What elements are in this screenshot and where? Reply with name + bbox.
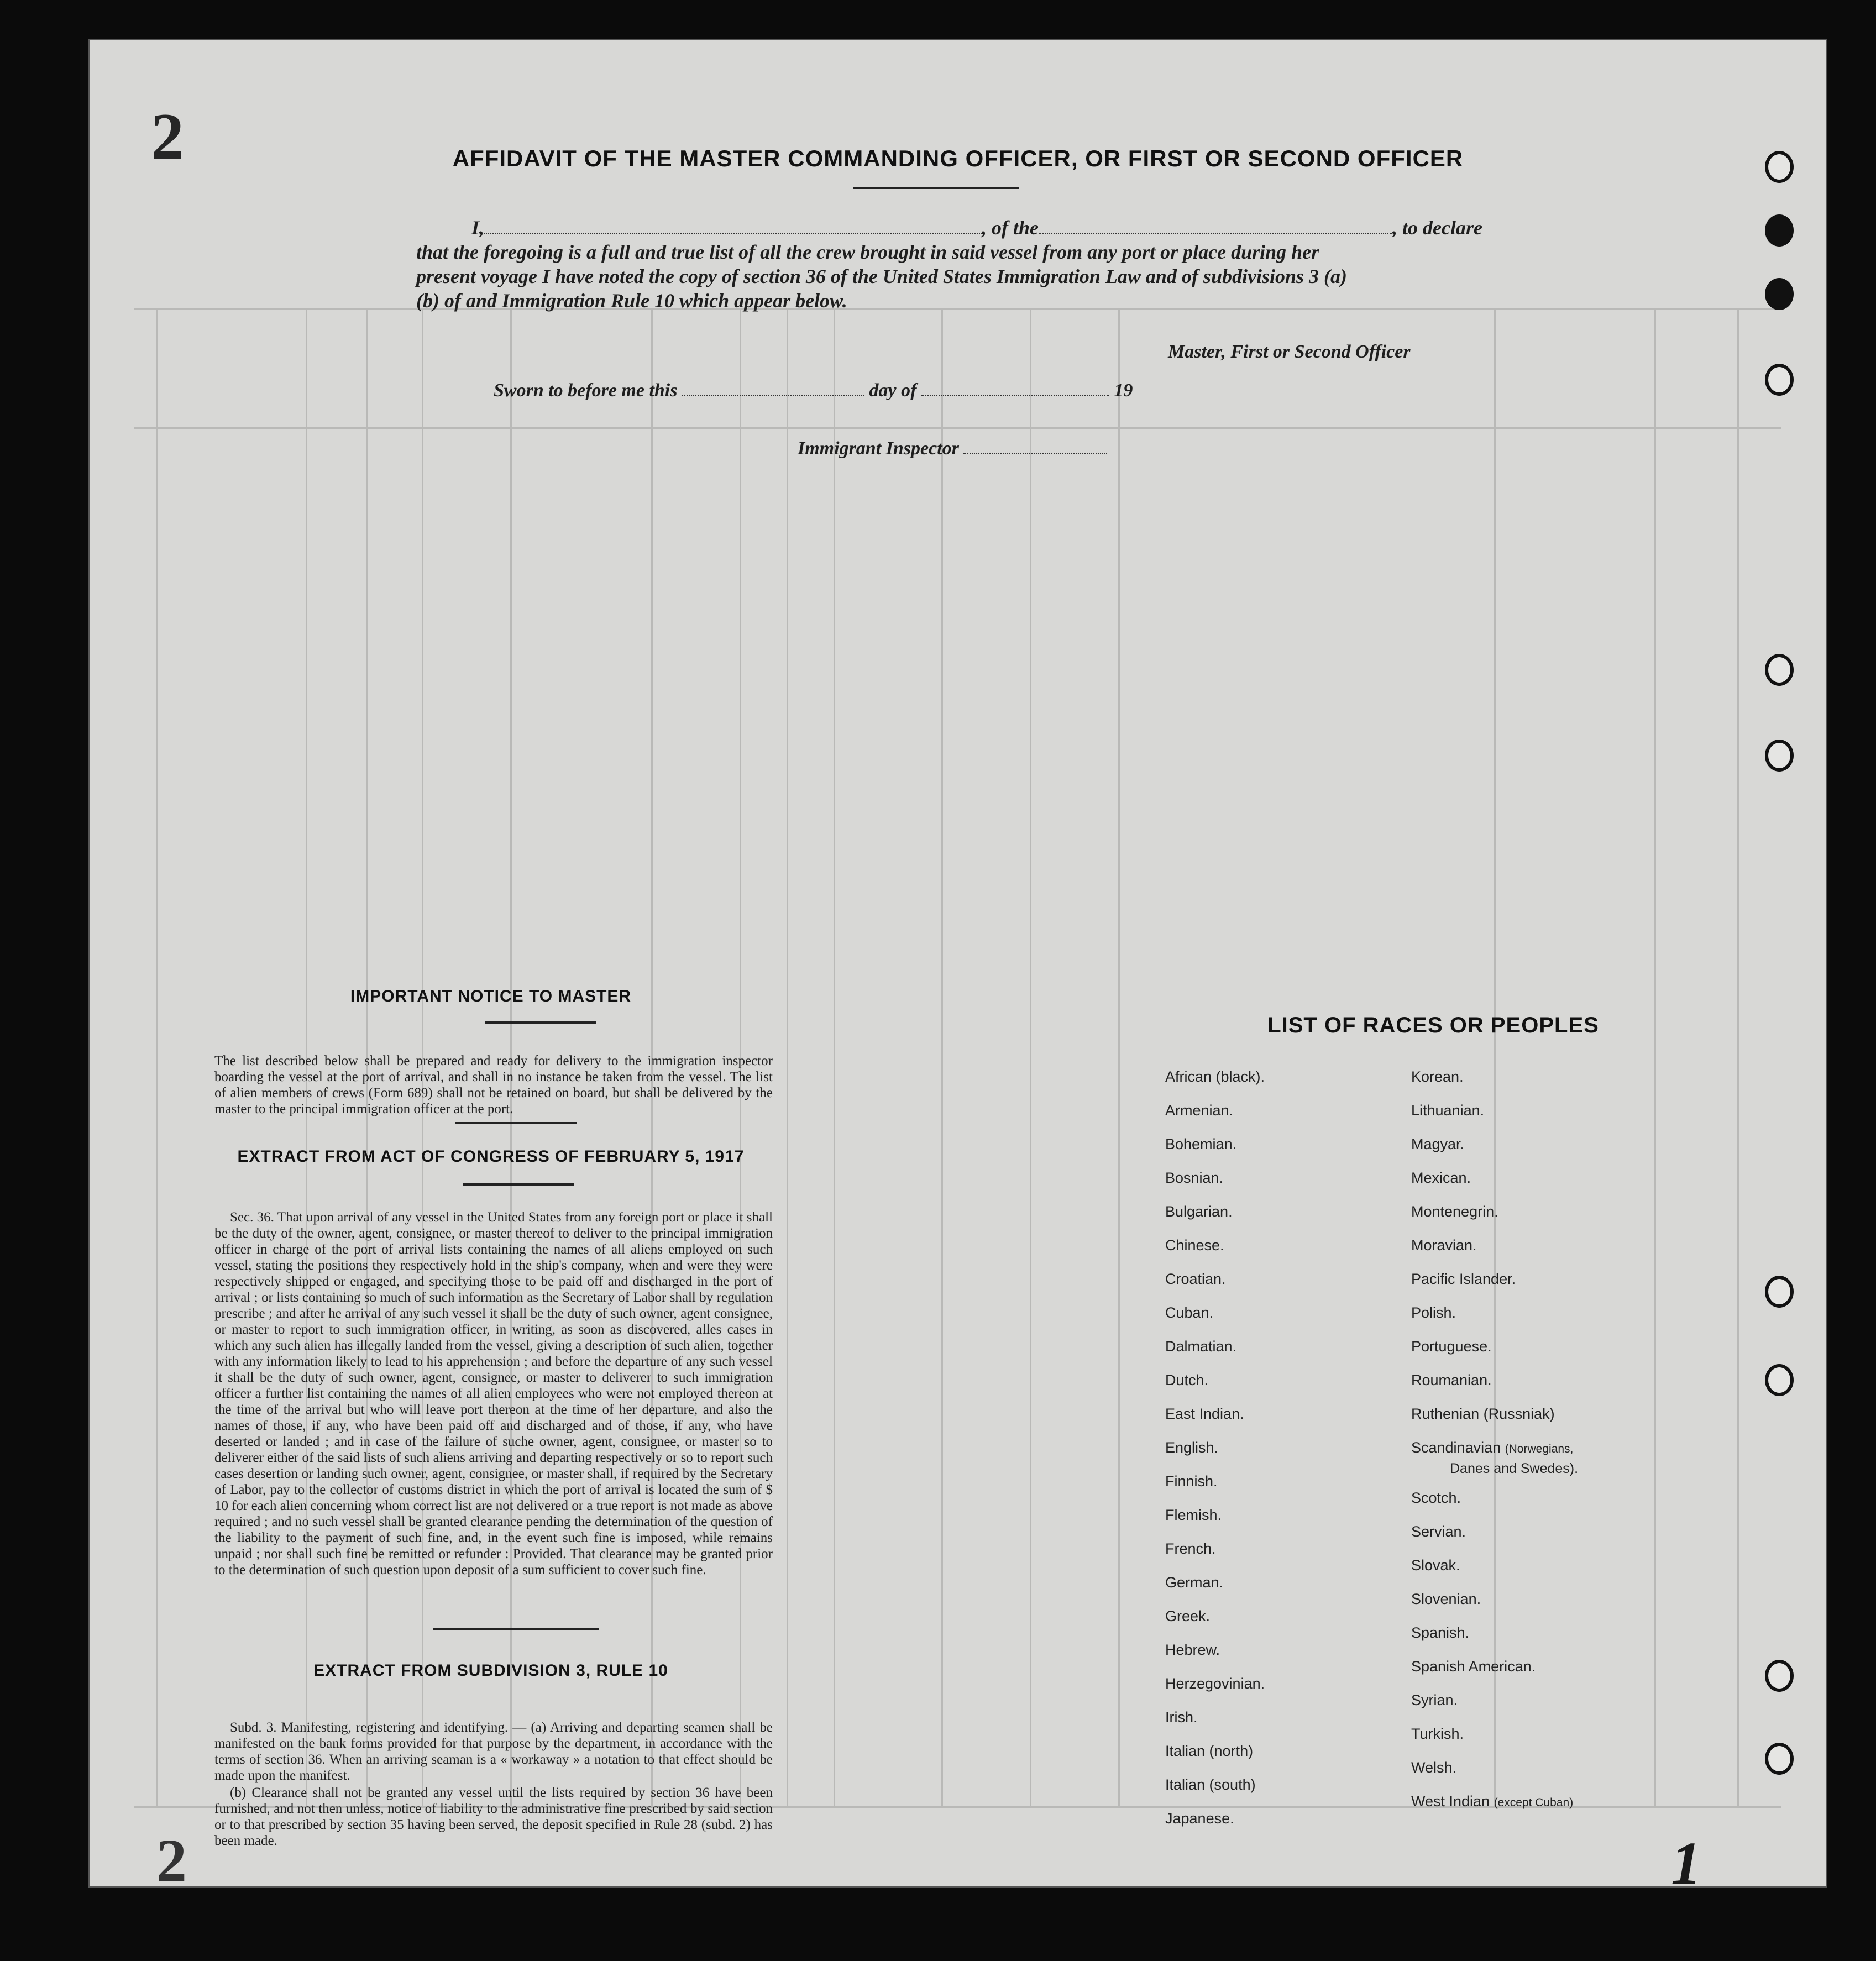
race-item: Italian (south) [1165, 1776, 1256, 1793]
affidavit-line-2: that the foregoing is a full and true list of all the crew brought in said vessel from any port or place during her [416, 241, 1319, 263]
rule-title: EXTRACT FROM SUBDIVISION 3, RULE 10 [313, 1661, 668, 1680]
act-text: Sec. 36. That upon arrival of any vessel in the United States from any foreign port or place it shall be the duty of the owner, agent, consignee, or master thereof to deliver to the principal immigration officer in charge of the port of arrival lists containing the names of all aliens employed on such vessel, stating the positions they respectively hold in the ship's company, when and were they were respectively shipped or engaged, and specifying those to be paid off and discharged in the port of arrival ; or lists containing so much of such information as the Secretary of Labor shall by regulation prescribe ; and after he arrival of any such vessel it shall be the duty of such owner, agent consignee, or master to report to such immigration officer, in writing, as soon as discovered, alles cases in which any such alien has illegally landed from the vessel, giving a description of such alien, together with any information likely to lead to his apprehension ; and before the departure of any such vessel it shall be the duty of such owner, agent, consignee, or master to deliverer to such immigration officer a further list containing the names of all alien employees who were not employed thereon at the time of the arrival but who will leave port thereon at the time of her departure, and also the names of those, if any, who have been paid off and discharged and of those, if any, who have deserted or landed ; and in case of the failure of suche owner, agent, consignee, or master so to deliverer either of the said lists of such aliens arriving and departing respectively or so to report such cases desertion or landing such owner, agent, consignee, or master shall, if required by the Secretary of Labor, pay to the collector of customs district in which the port of arrival is located the sum of $ 10 for each alien concerning whom correct list are not delivered or a true report is not made as above required ; and no such vessel shall be granted clearance pending the determination of the question of the liability to the payment of such fine, and, in the event such fine is imposed, while remains unpaid ; nor shall such fine be remitted or refunder : Provided. That clearance may be granted prior to the determination of such question upon deposit of a sum sufficient to cover such fine. [214, 1210, 773, 1577]
rule-para-1: Subd. 3. Manifesting, registering and identifying. — (a) Arriving and departing seamen shall be manifested on the bank forms provided for that purpose by the department, in accordance with the terms of section 36. When an arriving seaman is a « workaway » a notation to that effect should be made upon the manifest. [214, 1720, 773, 1783]
binder-hole [1765, 214, 1794, 247]
race-item: Servian. [1411, 1523, 1466, 1540]
binder-hole [1765, 654, 1794, 686]
race-item: Bosnian. [1165, 1170, 1224, 1186]
race-item: Herzegovinian. [1165, 1675, 1265, 1692]
notice-title-rule [485, 1021, 596, 1024]
race-item: Dalmatian. [1165, 1338, 1237, 1355]
binder-hole [1765, 1660, 1794, 1692]
race-item: Greek. [1165, 1608, 1211, 1624]
race-item-west-indian [1411, 1793, 1573, 1810]
races-title: LIST OF RACES OR PEOPLES [1267, 1013, 1599, 1037]
race-item: Armenian. [1165, 1102, 1234, 1119]
race-item: Bohemian. [1165, 1136, 1237, 1152]
affidavit-declare-label: , to declare [1392, 217, 1482, 239]
race-item: Slovenian. [1411, 1591, 1481, 1607]
affidavit-of-the-label: , of the [982, 217, 1039, 239]
race-item: Lithuanian. [1411, 1102, 1485, 1119]
race-item: Roumanian. [1411, 1372, 1492, 1388]
race-item-note: (except Cuban) [1494, 1796, 1574, 1809]
binder-hole [1765, 278, 1794, 310]
inspector-label: Immigrant Inspector [798, 438, 959, 459]
race-item: Ruthenian (Russniak) [1411, 1406, 1555, 1422]
race-item: Spanish American. [1411, 1658, 1536, 1675]
race-item: Bulgarian. [1165, 1203, 1233, 1220]
race-item: Korean. [1411, 1068, 1464, 1085]
officer-signature-label: Master, First or Second Officer [1168, 342, 1411, 362]
race-item: French. [1165, 1540, 1216, 1557]
race-item-scandinavian [1411, 1439, 1573, 1456]
act-title: EXTRACT FROM ACT OF CONGRESS OF FEBRUARY 5, 1917 [237, 1147, 745, 1166]
rule-top-rule [433, 1628, 599, 1630]
inspector-line [798, 438, 1107, 459]
act-title-rule [463, 1183, 574, 1186]
vessel-name-blank [1039, 233, 1392, 234]
race-item: Montenegrin. [1411, 1203, 1498, 1220]
race-item: African (black). [1165, 1068, 1265, 1085]
notice-text: The list described below shall be prepared and ready for delivery to the immigration inspector boarding the vessel at the port of arrival, and shall in no instance be taken from the vessel. The list of alien members of crews (Form 689) shall not be retained on board, but shall be delivered by the master to the principal immigration officer at the port. [214, 1053, 773, 1116]
race-item-continuation: Danes and Swedes). [1450, 1461, 1579, 1476]
affidavit-line-1 [471, 216, 1482, 239]
page-number-bottom-left: 2 [156, 1827, 187, 1888]
race-item: Chinese. [1165, 1237, 1224, 1254]
notice-title: IMPORTANT NOTICE TO MASTER [350, 987, 632, 1005]
binder-hole [1765, 151, 1794, 183]
race-item-label: West Indian [1411, 1793, 1490, 1810]
race-item: German. [1165, 1574, 1224, 1591]
affidavit-line-3: present voyage I have noted the copy of section 36 of the United States Immigration Law and of subdivisions 3 (a) [416, 265, 1347, 287]
race-item: Turkish. [1411, 1726, 1464, 1742]
race-item: Croatian. [1165, 1271, 1226, 1287]
document-page [88, 39, 1827, 1888]
race-item: Japanese. [1165, 1810, 1234, 1827]
race-item: Mexican. [1411, 1170, 1471, 1186]
race-item: Slovak. [1411, 1557, 1460, 1574]
race-item: Portuguese. [1411, 1338, 1492, 1355]
race-item: Scotch. [1411, 1490, 1461, 1506]
race-item: Irish. [1165, 1709, 1198, 1726]
race-item: East Indian. [1165, 1406, 1244, 1422]
binder-hole [1765, 1276, 1794, 1308]
race-item: Magyar. [1411, 1136, 1465, 1152]
race-item: Dutch. [1165, 1372, 1209, 1388]
race-item: Welsh. [1411, 1759, 1457, 1776]
rule-para-2: (b) Clearance shall not be granted any vessel until the lists required by section 36 have been furnished, and not then unless, notice of liability to the administrative fine prescribed by said section or to that prescribed by section 35 having been served, the deposit specified in Rule 28 (subd. 2) has been made. [214, 1785, 773, 1848]
sworn-label: Sworn to before me this [494, 380, 678, 401]
race-item: Italian (north) [1165, 1743, 1254, 1759]
master-name-blank [484, 233, 982, 234]
race-item-note: (Norwegians, [1505, 1443, 1574, 1455]
page-number-top-left: 2 [151, 99, 184, 173]
binder-hole [1765, 740, 1794, 772]
binder-hole [1765, 364, 1794, 396]
race-item: Syrian. [1411, 1692, 1458, 1708]
race-item: Finnish. [1165, 1473, 1218, 1490]
handwritten-mark-bottom-right: 1 [1671, 1829, 1701, 1888]
race-item: Moravian. [1411, 1237, 1477, 1254]
affidavit-title-rule [853, 187, 1019, 189]
race-item: Polish. [1411, 1304, 1456, 1321]
race-item: Hebrew. [1165, 1642, 1220, 1658]
race-item: Flemish. [1165, 1507, 1222, 1523]
binder-hole [1765, 1743, 1794, 1775]
race-item: Pacific Islander. [1411, 1271, 1516, 1287]
sworn-line [494, 380, 1133, 401]
race-item: English. [1165, 1439, 1219, 1456]
act-top-rule [455, 1122, 577, 1124]
race-item: Spanish. [1411, 1624, 1470, 1641]
day-of-label: day of [869, 380, 917, 401]
race-item: Cuban. [1165, 1304, 1214, 1321]
year-label: 19 [1114, 380, 1133, 401]
affidavit-line-4: (b) of and Immigration Rule 10 which appear below. [416, 290, 847, 312]
affidavit-i-label: I, [471, 217, 485, 239]
affidavit-title: AFFIDAVIT OF THE MASTER COMMANDING OFFICER, OR FIRST OR SECOND OFFICER [452, 145, 1464, 171]
race-item-label: Scandinavian [1411, 1439, 1501, 1456]
binder-hole [1765, 1364, 1794, 1396]
